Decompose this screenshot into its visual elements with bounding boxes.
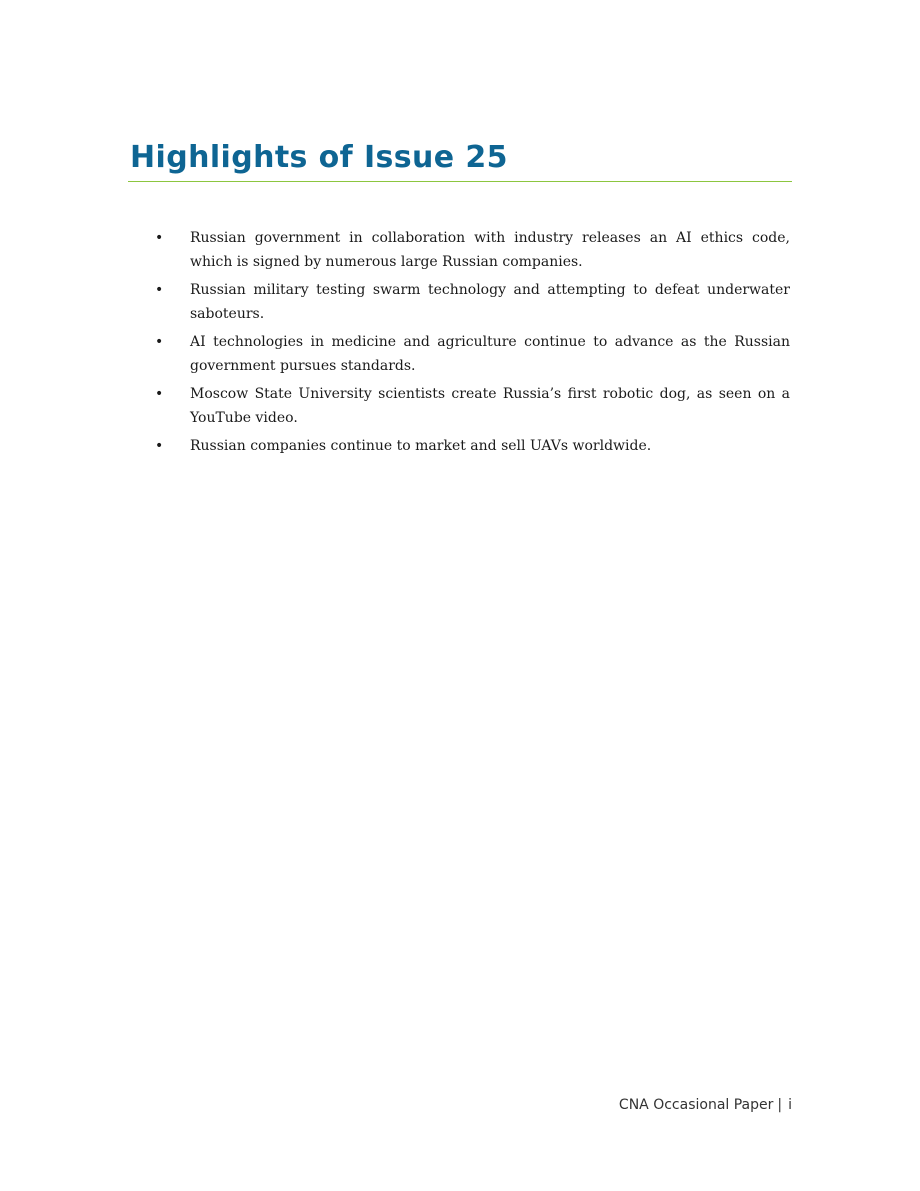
list-item-text: Russian military testing swarm technology and attempting to defeat underwater saboteurs. bbox=[190, 282, 790, 322]
list-item-text: AI technologies in medicine and agriculture continue to advance as the Russian government pursues standards. bbox=[190, 334, 790, 374]
page-title: Highlights of Issue 25 bbox=[130, 140, 508, 175]
list-item-text: Moscow State University scientists create Russia’s first robotic dog, as seen on a YouTube video. bbox=[190, 386, 790, 426]
list-item bbox=[153, 382, 790, 430]
list-item bbox=[153, 278, 790, 326]
bullet-icon: • bbox=[155, 282, 164, 298]
list-item bbox=[153, 434, 790, 458]
heading-block bbox=[128, 138, 792, 182]
list-item-text: Russian companies continue to market and sell UAVs worldwide. bbox=[190, 438, 652, 454]
page-footer bbox=[619, 1097, 792, 1113]
bullet-icon: • bbox=[155, 230, 164, 246]
list-item bbox=[153, 330, 790, 378]
list-item bbox=[153, 226, 790, 274]
bullet-icon: • bbox=[155, 334, 164, 350]
footer-separator: | bbox=[777, 1097, 783, 1113]
footer-publication: CNA Occasional Paper bbox=[618, 1097, 774, 1113]
bullet-icon: • bbox=[155, 438, 164, 454]
list-item-text: Russian government in collaboration with industry releases an AI ethics code, which is signed by numerous large Russian companies. bbox=[190, 230, 790, 270]
title-underline-rule bbox=[128, 181, 792, 182]
highlights-list bbox=[153, 226, 790, 462]
bullet-icon: • bbox=[155, 386, 164, 402]
footer-page-number: i bbox=[788, 1097, 792, 1113]
